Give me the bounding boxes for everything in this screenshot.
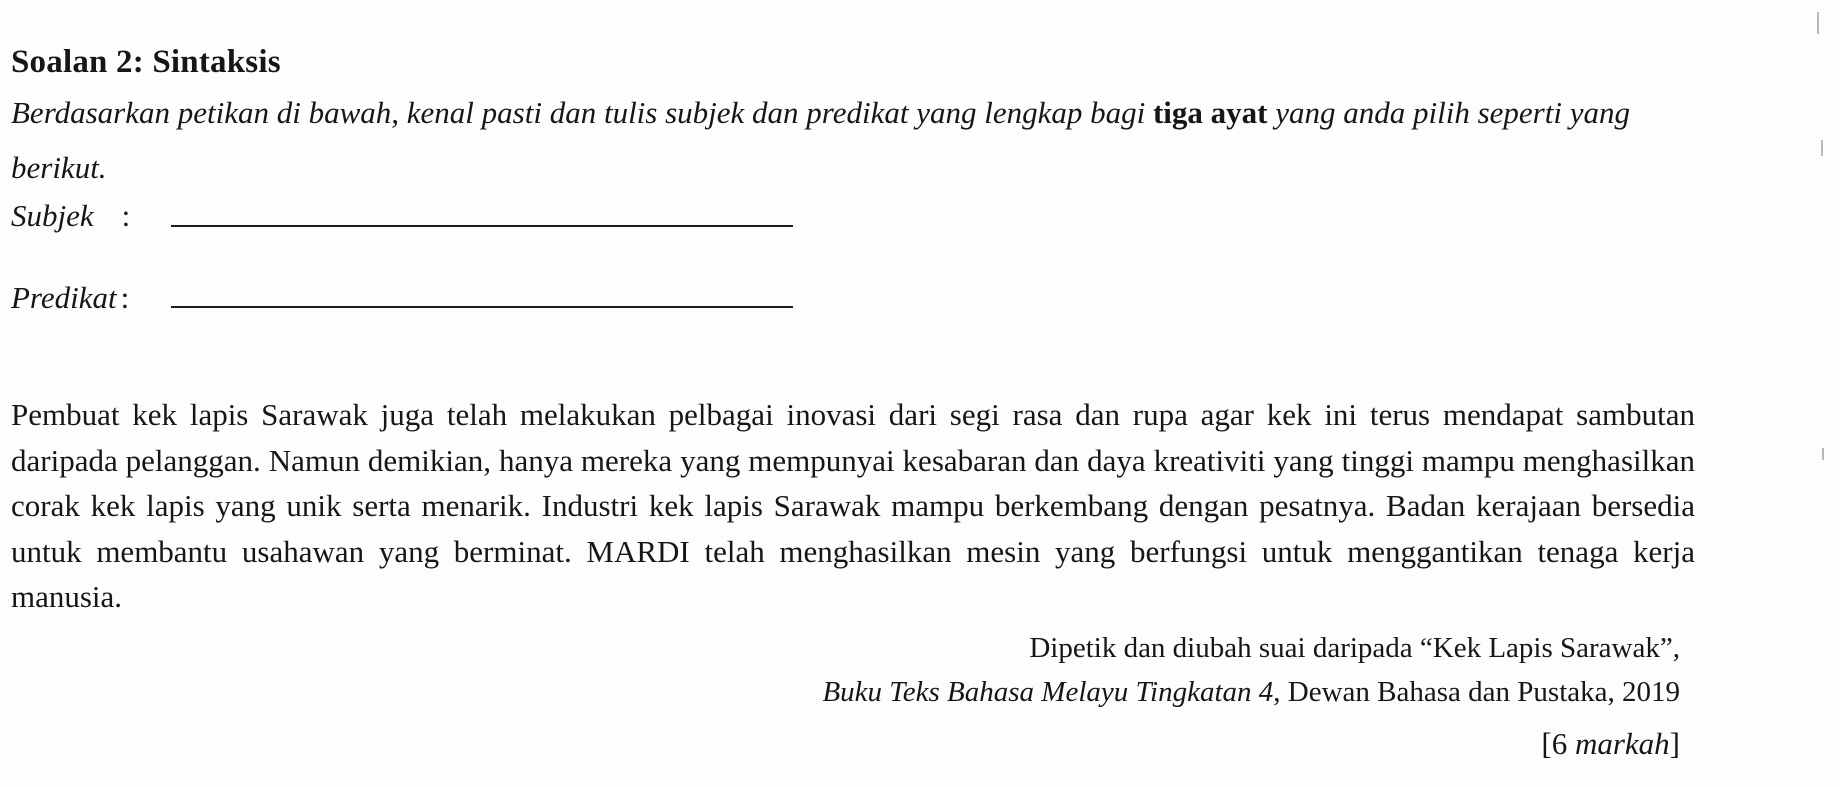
predikat-label <box>11 280 129 316</box>
marks-word: markah <box>1574 726 1670 761</box>
source-book-title: Buku Teks Bahasa Melayu Tingkatan 4 <box>822 676 1274 708</box>
marks-close: ] <box>1669 726 1680 761</box>
scan-edge-mark <box>1822 448 1824 460</box>
subjek-label-text: Subjek <box>11 198 94 233</box>
scan-edge-mark <box>1817 12 1819 34</box>
marks-allocation <box>1541 726 1680 762</box>
instruction-emphasis: tiga ayat <box>1152 95 1268 130</box>
predikat-label-text: Predikat <box>11 280 117 315</box>
question-title: Soalan 2: Sintaksis <box>11 44 281 80</box>
marks-open: [6 <box>1541 726 1575 761</box>
subjek-answer-line[interactable] <box>171 225 793 227</box>
instruction-text-1: Berdasarkan petikan di bawah, kenal pasti dan tulis subjek dan predikat yang lengkap bagi <box>11 95 1153 130</box>
source-line-2 <box>822 670 1680 714</box>
source-citation <box>822 626 1680 714</box>
predikat-answer-line[interactable] <box>171 306 793 308</box>
scan-edge-mark <box>1821 140 1823 156</box>
subjek-label <box>11 198 130 234</box>
source-publisher: , Dewan Bahasa dan Pustaka, 2019 <box>1273 676 1680 708</box>
predikat-colon: : <box>120 280 130 315</box>
source-line-1: Dipetik dan diubah suai daripada “Kek Lapis Sarawak”, <box>1029 632 1680 664</box>
question-instruction <box>11 85 1711 195</box>
reading-passage: Pembuat kek lapis Sarawak juga telah melakukan pelbagai inovasi dari segi rasa dan rupa agar kek ini terus mendapat sambutan daripada pelanggan. Namun demikian, hanya mereka yang mempunyai kesabaran dan daya kreativiti yang tinggi mampu menghasilkan corak kek lapis yang unik serta menarik. Industri kek lapis Sarawak mampu berkembang dengan pesatnya. Badan kerajaan bersedia untuk membantu usahawan yang berminat. MARDI telah menghasilkan mesin yang berfungsi untuk menggantikan tenaga kerja manusia. <box>11 397 1695 614</box>
subjek-colon: : <box>121 198 131 233</box>
instruction-text-2: yang anda pilih seperti yang berikut. <box>11 95 1630 185</box>
